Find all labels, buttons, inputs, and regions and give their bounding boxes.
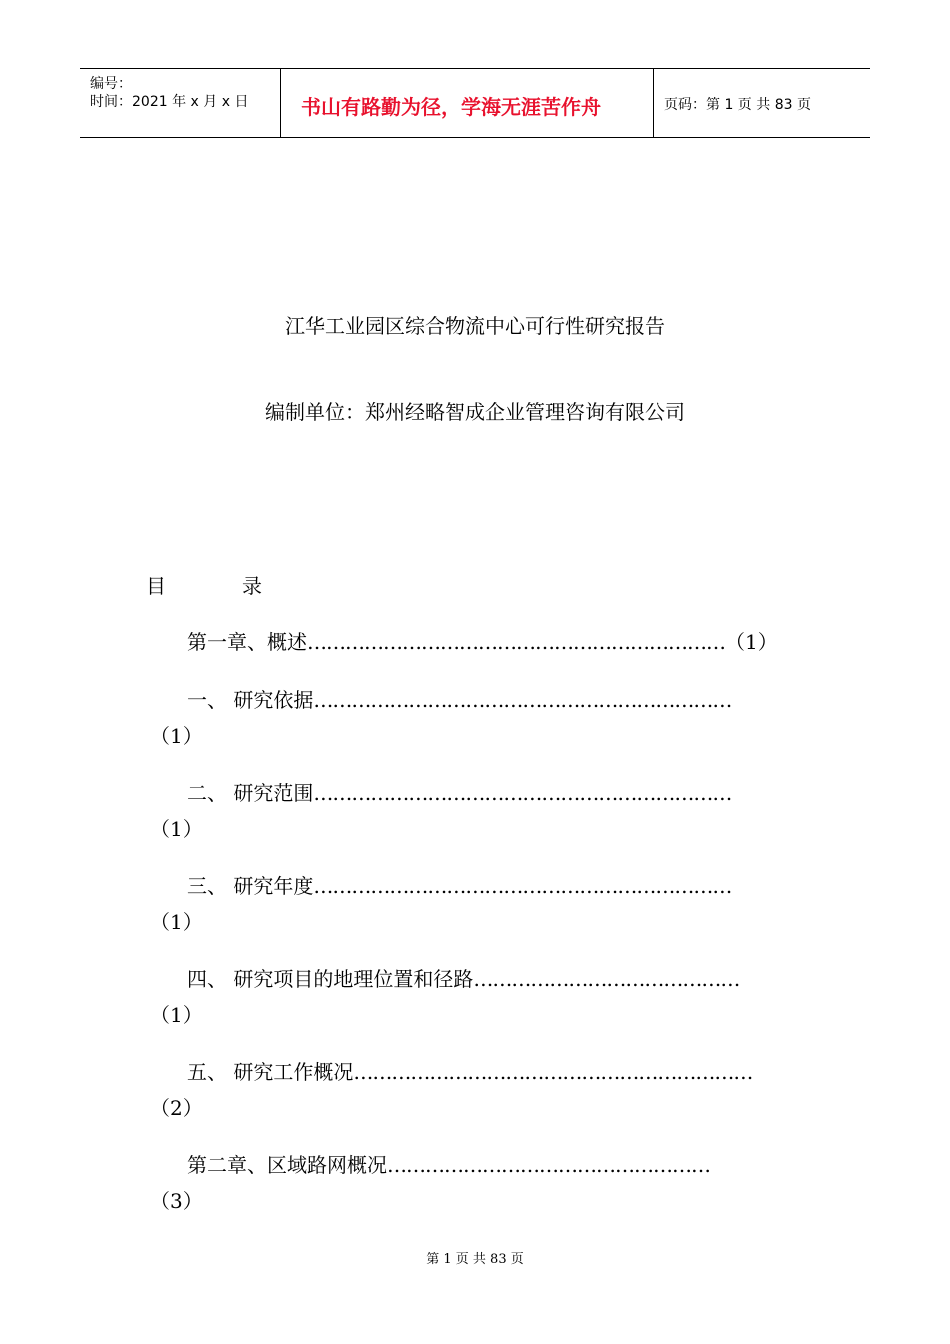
header-page-cell: [654, 69, 870, 137]
header-motto: 书山有路勤为径，学海无涯苦作舟: [301, 95, 601, 119]
toc-entry-label: 一、 研究依据: [187, 688, 314, 712]
toc-entry-dots: …………………………………………………………: [313, 874, 732, 898]
toc-heading-left: 目: [146, 574, 166, 598]
toc-entry-dots: ……………………………………: [473, 967, 740, 991]
toc-entry-label: 二、 研究范围: [187, 781, 314, 805]
toc-heading-right: 录: [242, 574, 262, 598]
toc-entry-dots: …………………………………………………………: [313, 688, 732, 712]
toc-entry[interactable]: [187, 963, 739, 992]
toc-entry[interactable]: [187, 684, 731, 713]
document-unit: 编制单位：郑州经略智成企业管理咨询有限公司: [265, 400, 685, 424]
toc-entry[interactable]: [187, 777, 731, 806]
toc-entry-label: 三、 研究年度: [187, 874, 314, 898]
document-time-label: 时间：2021 年 x 月 x 日: [90, 94, 249, 110]
toc-entry-page: （1）: [725, 630, 778, 654]
toc-entry-label: 四、 研究项目的地理位置和径路: [187, 967, 474, 991]
toc-entry-page: （1）: [150, 817, 203, 841]
page-footer: 第 1 页 共 83 页: [426, 1252, 524, 1267]
document-title: 江华工业园区综合物流中心可行性研究报告: [285, 314, 665, 338]
header-motto-cell: [281, 69, 654, 137]
toc-entry-page: （1）: [150, 1003, 203, 1027]
toc-entry-label: 第一章、概述: [187, 630, 307, 654]
header-page-info: 页码：第 1 页 共 83 页: [664, 97, 811, 113]
toc-entry-dots: ………………………………………………………: [353, 1060, 753, 1084]
toc-entry-dots: ……………………………………………: [387, 1153, 710, 1177]
toc-entry[interactable]: [187, 1056, 752, 1085]
toc-entry[interactable]: [187, 626, 778, 655]
toc-entry-page: （1）: [150, 910, 203, 934]
toc-entry[interactable]: [187, 870, 731, 899]
document-number-label: 编号：: [90, 76, 132, 92]
toc-entry-page: （3）: [150, 1189, 203, 1213]
toc-entry-dots: …………………………………………………………: [313, 781, 732, 805]
toc-entry-page: （1）: [150, 724, 203, 748]
toc-entry-page: （2）: [150, 1096, 203, 1120]
header-info-cell: [80, 69, 281, 137]
toc-entry[interactable]: [187, 1149, 710, 1178]
page-header: [80, 68, 870, 138]
toc-entry-label: 五、 研究工作概况: [187, 1060, 354, 1084]
toc-entry-label: 第二章、区域路网概况: [187, 1153, 387, 1177]
toc-entry-dots: …………………………………………………………: [307, 630, 725, 654]
